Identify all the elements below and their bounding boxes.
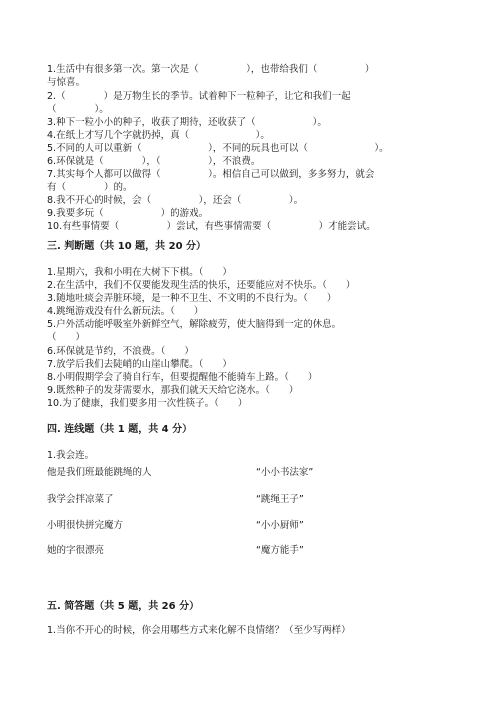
- judge-item-7: 7.放学后我们去陡峭的山崖山攀爬。（ ）: [47, 359, 232, 370]
- fill-blank-line-9: 9.我要多玩（ ）的游戏。: [47, 208, 209, 219]
- judge-item-5: 5.户外活动能呼吸室外新鲜空气，解除疲劳，使大脑得到一定的休息。: [47, 319, 342, 330]
- match-left-4[interactable]: 她的字很漂亮: [47, 545, 105, 556]
- match-left-2[interactable]: 我学会拌凉菜了: [47, 494, 114, 505]
- match-right-2[interactable]: “跳绳王子”: [256, 494, 304, 505]
- match-left-3[interactable]: 小明很快拼完魔方: [47, 520, 124, 531]
- match-right-3[interactable]: “小小厨师”: [256, 520, 304, 531]
- fill-blank-line-10: 10.有些事情要（ ）尝试，有些事情需要（ ）才能尝试。: [47, 221, 376, 232]
- fill-blank-line-5: 5.不同的人可以重新（ ），不同的玩具也可以（ ）。: [47, 143, 389, 154]
- match-question: 1.我会连。: [47, 450, 95, 461]
- judge-item-10: 10.为了健康，我们要多用一次性筷子。（ ）: [47, 398, 248, 409]
- fill-blank-line-7: 7.其实每个人都可以做得（ ）。相信自己可以做到，多多努力，就会: [47, 169, 375, 180]
- judge-item-8: 8.小明假期学会了骑自行车，但要提醒他不能骑车上路。（ ）: [47, 372, 318, 383]
- judge-item-5b: （ ）: [47, 332, 86, 343]
- short-answer-heading: 五. 简答题（共 5 题，共 26 分）: [47, 601, 200, 612]
- fill-blank-line-6: 6.环保就是（ ），（ ），不浪费。: [47, 156, 261, 167]
- match-right-4[interactable]: “魔方能手”: [256, 545, 304, 556]
- fill-blank-line-1b: 与惊喜。: [47, 77, 86, 88]
- fill-blank-line-4: 4.在纸上才写几个字就扔掉，真（ ）。: [47, 130, 270, 141]
- match-heading: 四. 连线题（共 1 题，共 4 分）: [47, 424, 193, 435]
- fill-blank-line-2b: （ ）。: [47, 104, 109, 115]
- fill-blank-line-1: 1.生活中有很多第一次。第一次是（ ），也带给我们（ ）: [47, 64, 375, 75]
- judge-heading: 三. 判断题（共 10 题，共 20 分）: [47, 241, 207, 252]
- fill-blank-line-8: 8.我不开心的时候，会（ ），还会（ ）。: [47, 195, 304, 206]
- judge-item-4: 4.跳绳游戏没有什么新玩法。（ ）: [47, 306, 204, 317]
- fill-blank-line-7b: 有（ ）的。: [47, 182, 133, 193]
- fill-blank-line-3: 3.种下一粒小小的种子，收获了期待，还收获了（ ）。: [47, 117, 327, 128]
- fill-blank-line-2: 2.（ ）是万物生长的季节。试着种下一粒种子，让它和我们一起: [47, 91, 351, 102]
- judge-item-2: 2.在生活中，我们不仅要能发现生活的快乐，还要能应对不快乐。（ ）: [47, 280, 356, 291]
- judge-item-1: 1.星期六，我和小明在大树下下棋。（ ）: [47, 267, 232, 278]
- match-right-1[interactable]: “小小书法家”: [256, 467, 314, 478]
- judge-item-6: 6.环保就是节约，不浪费。（ ）: [47, 346, 194, 357]
- short-answer-question-1: 1.当你不开心的时候，你会用哪些方式来化解不良情绪？（至少写两样）: [47, 625, 351, 636]
- judge-item-9: 9.既然种子的发芽需要水，那我们就天天给它浇水。（ ）: [47, 385, 299, 396]
- match-left-1[interactable]: 他是我们班最能跳绳的人: [47, 467, 152, 478]
- judge-item-3: 3.随地吐痰会弄脏环境，是一种不卫生、不文明的不良行为。（ ）: [47, 293, 337, 304]
